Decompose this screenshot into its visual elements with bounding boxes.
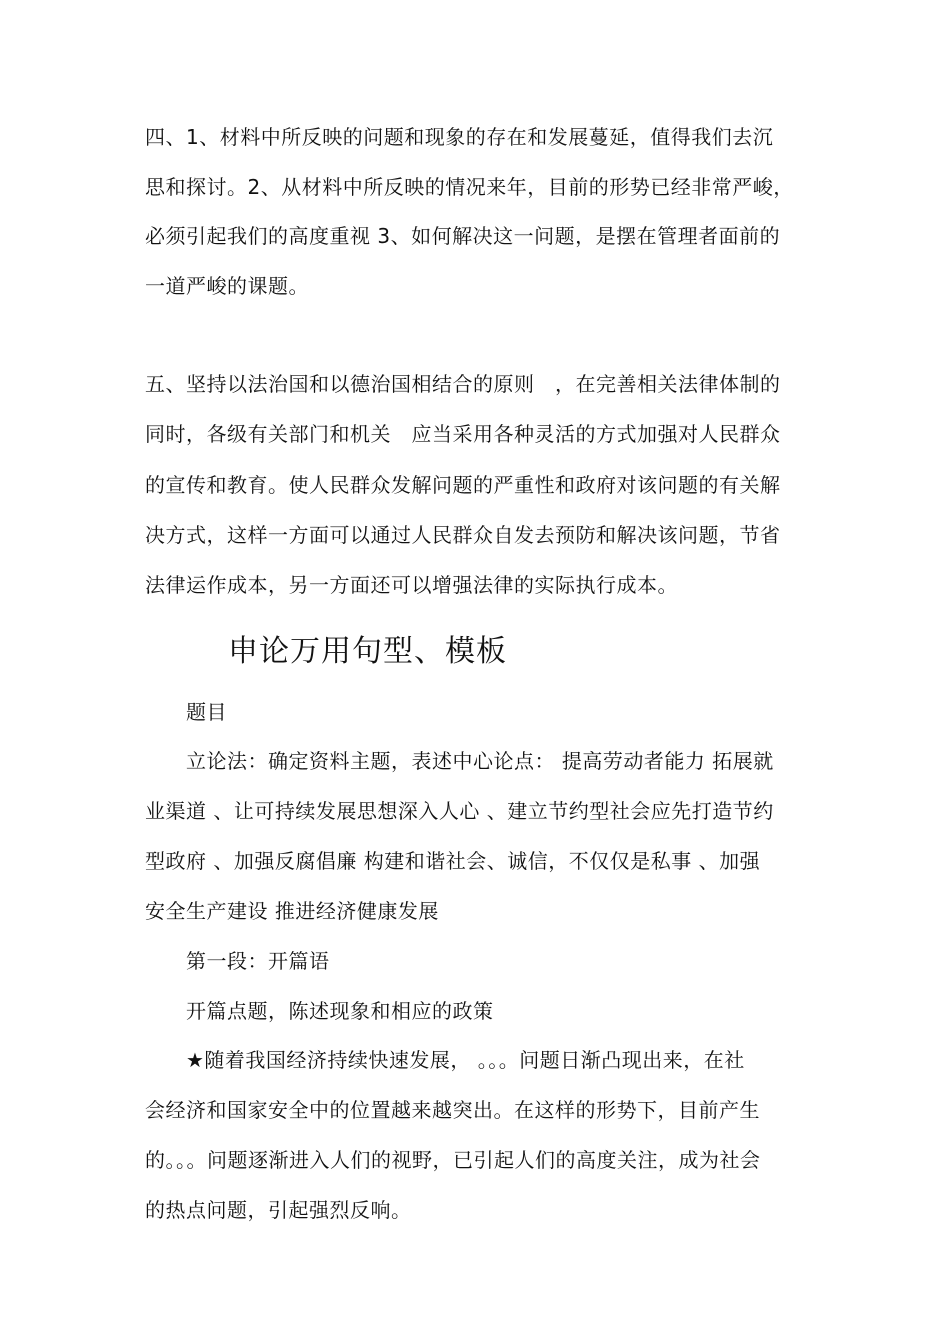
star-para-line: 会经济和国家安全中的位置越来越突出。在这样的形势下，目前产生 — [145, 1098, 760, 1122]
lilun-line: 业渠道 、让可持续发展思想深入人心 、建立节约型社会应先打造节约 — [145, 799, 774, 823]
star-para-line: 的热点问题，引起强烈反响。 — [145, 1198, 412, 1222]
section5-line: 法律运作成本，另一方面还可以增强法律的实际执行成本。 — [145, 573, 678, 597]
star-para-line: ★随着我国经济持续快速发展， 。。。问题日渐凸现出来，在社 — [186, 1048, 745, 1072]
section5-line: 的宣传和教育。使人民群众发解问题的严重性和政府对该问题的有关解 — [145, 473, 781, 497]
section5-line: 五、坚持以法治国和以德治国相结合的原则 ，在完善相关法律体制的 — [145, 372, 781, 396]
star-para-line: 的。。。问题逐渐进入人们的视野，已引起人们的高度关注，成为社会 — [145, 1148, 761, 1172]
page-heading: 申论万用句型、模板 — [228, 634, 507, 669]
para1-label: 第一段：开篇语 — [186, 949, 330, 973]
topic-label: 题目 — [186, 700, 227, 724]
section5-line: 同时，各级有关部门和机关 应当采用各种灵活的方式加强对人民群众 — [145, 422, 781, 446]
para1-desc: 开篇点题，陈述现象和相应的政策 — [186, 999, 494, 1023]
section4-line: 必须引起我们的高度重视 3、如何解决这一问题，是摆在管理者面前的 — [145, 224, 781, 248]
lilun-line: 立论法：确定资料主题，表述中心论点： 提高劳动者能力 拓展就 — [186, 749, 774, 773]
section4-line: 思和探讨。2、从材料中所反映的情况来年，目前的形势已经非常严峻， — [145, 175, 794, 199]
lilun-line: 型政府 、加强反腐倡廉 构建和谐社会、诚信，不仅仅是私事 、加强 — [145, 849, 761, 873]
section5-line: 决方式，这样一方面可以通过人民群众自发去预防和解决该问题，节省 — [145, 523, 781, 547]
section4-line: 一道严峻的课题。 — [145, 274, 309, 298]
lilun-line: 安全生产建设 推进经济健康发展 — [145, 899, 439, 923]
section4-line: 四、1、材料中所反映的问题和现象的存在和发展蔓延，值得我们去沉 — [145, 125, 774, 149]
